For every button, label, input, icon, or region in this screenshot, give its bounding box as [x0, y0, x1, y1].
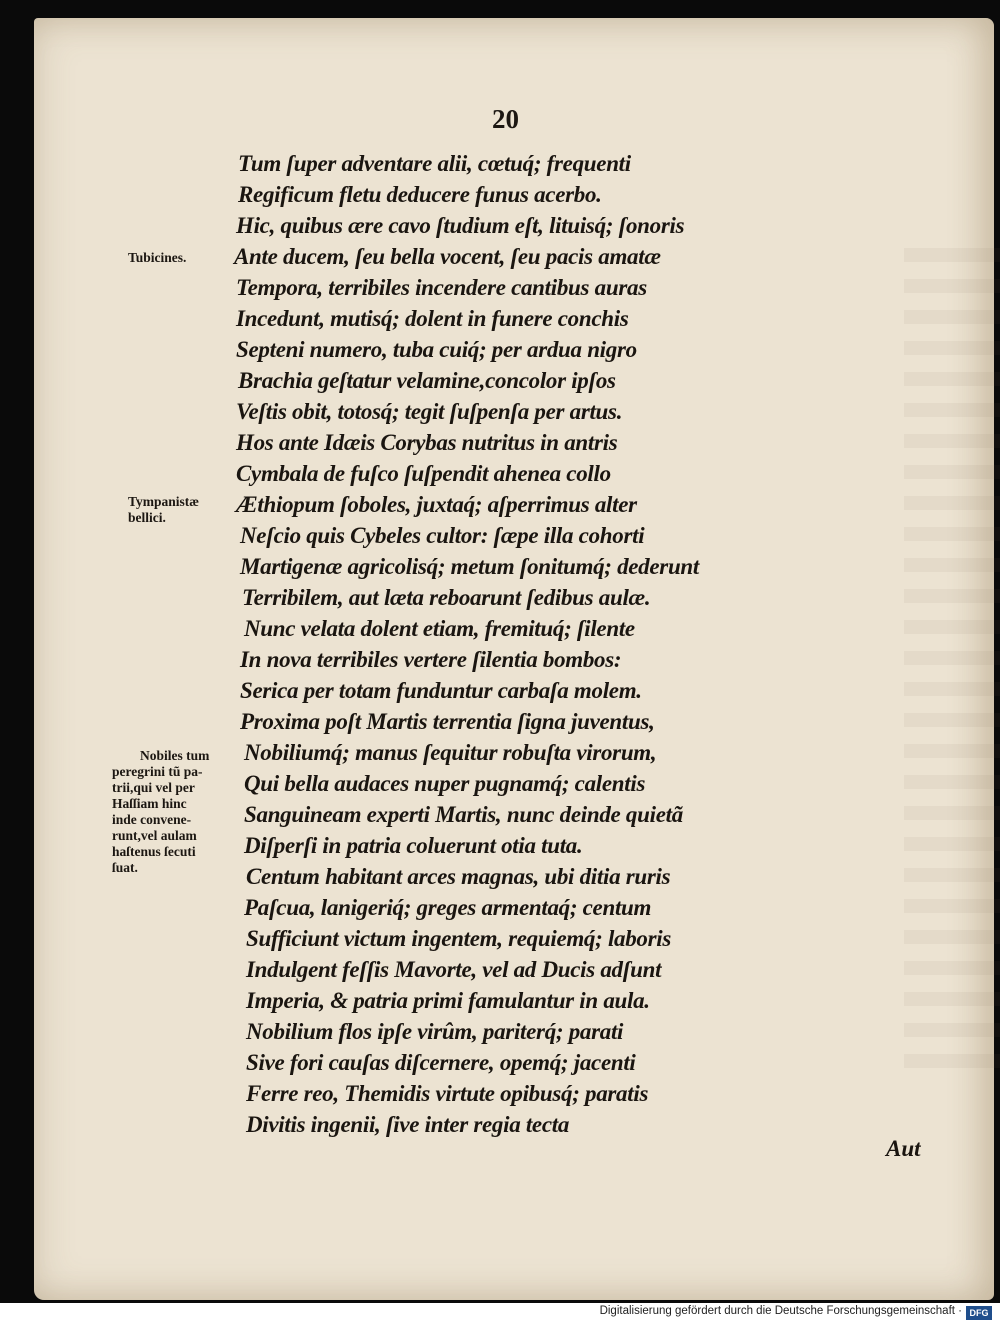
- margin-note-line: haſtenus ſecuti: [112, 844, 196, 859]
- margin-note-line: ſuat.: [112, 860, 138, 875]
- verse-line: Incedunt, mutisq́; dolent in funere conchis: [236, 306, 629, 331]
- verse-line: Centum habitant arces magnas, ubi ditia ruris: [246, 864, 671, 889]
- verse-line: Regificum fletu deducere funus acerbo.: [238, 182, 602, 207]
- page-number: 20: [492, 104, 519, 134]
- verse-line: Neſcio quis Cybeles cultor: ſæpe illa cohorti: [240, 523, 645, 548]
- margin-note-line: bellici.: [128, 510, 166, 525]
- verse-line: Martigenæ agricolisq́; metum ſonitumq́; dederunt: [240, 554, 700, 579]
- margin-note-line: Haſſiam hinc: [112, 796, 187, 811]
- verse-line: Brachia geſtatur velamine,concolor ipſos: [238, 368, 616, 393]
- verse-line: Sive fori cauſas diſcernere, opemq́; jacenti: [246, 1050, 636, 1075]
- verse-line: Qui bella audaces nuper pugnamq́; calentis: [244, 771, 646, 796]
- verse-line: In nova terribiles vertere ſilentia bombos:: [240, 647, 622, 672]
- verse-line: Indulgent feſſis Mavorte, vel ad Ducis adſunt: [246, 957, 662, 982]
- verse-line: Sanguineam experti Martis, nunc deinde quietã: [244, 802, 683, 827]
- footer-bar: [0, 1303, 1000, 1323]
- verse-line: Serica per totam funduntur carbaſa molem.: [240, 678, 642, 703]
- verse-line: Ferre reo, Themidis virtute opibusq́; paratis: [246, 1081, 649, 1106]
- margin-note-line: trii,qui vel per: [112, 780, 195, 795]
- verse-line: Septeni numero, tuba cuiq́; per ardua nigro: [236, 337, 637, 362]
- margin-note-line: Tubicines.: [128, 250, 187, 265]
- verse-line: Ante ducem, ſeu bella vocent, ſeu pacis amatæ: [234, 244, 661, 269]
- dfg-logo: DFG: [966, 1306, 992, 1320]
- verse-line: Proxima poſt Martis terrentia ſigna juventus,: [240, 709, 655, 734]
- verse-line: Nobiliumq́; manus ſequitur robuſta virorum,: [244, 740, 657, 765]
- verse-line: Cymbala de fuſco ſuſpendit ahenea collo: [236, 461, 611, 486]
- verse-line: Hos ante Idæis Corybas nutritus in antris: [236, 430, 618, 455]
- verse-line: Divitis ingenii, ſive inter regia tecta: [246, 1112, 570, 1137]
- verse-line: Nunc velata dolent etiam, fremituq́; ſilente: [244, 616, 635, 641]
- verse-line: Imperia, & patria primi famulantur in aula.: [246, 988, 650, 1013]
- catchword: Aut: [886, 1136, 921, 1161]
- margin-note-line: peregrini tũ pa-: [112, 764, 203, 779]
- verse-line: Nobilium flos ipſe virûm, pariterq́; parati: [246, 1019, 624, 1044]
- margin-note-line: runt,vel aulam: [112, 828, 197, 843]
- verse-line: Tempora, terribiles incendere cantibus auras: [236, 275, 647, 300]
- margin-note-line: Nobiles tum: [140, 748, 210, 763]
- verse-line: Diſperſi in patria coluerunt otia tuta.: [244, 833, 583, 858]
- margin-note-line: Tympanistæ: [128, 494, 200, 509]
- verse-line: Terribilem, aut læta reboarunt ſedibus aulæ.: [242, 585, 651, 610]
- margin-note-line: inde convene-: [112, 812, 192, 827]
- verse-line: Æthiopum ſoboles, juxtaq́; aſperrimus alter: [236, 492, 637, 517]
- verse-line: Hic, quibus ære cavo ſtudium eſt, lituisq́; ſonoris: [236, 213, 685, 238]
- verse-line: Sufficiunt victum ingentem, requiemq́; laboris: [246, 926, 672, 951]
- verse-line: Veſtis obit, totosq́; tegit ſuſpenſa per artus.: [236, 399, 623, 424]
- verse-line: Paſcua, lanigeriq́; greges armentaq́; centum: [244, 895, 652, 920]
- verse-line: Tum ſuper adventare alii, cœtuq́; frequenti: [238, 151, 631, 176]
- bleed-through-texture: [904, 248, 1000, 1068]
- footer-credit: Digitalisierung gefördert durch die Deutsche Forschungsgemeinschaft ·: [599, 1305, 962, 1317]
